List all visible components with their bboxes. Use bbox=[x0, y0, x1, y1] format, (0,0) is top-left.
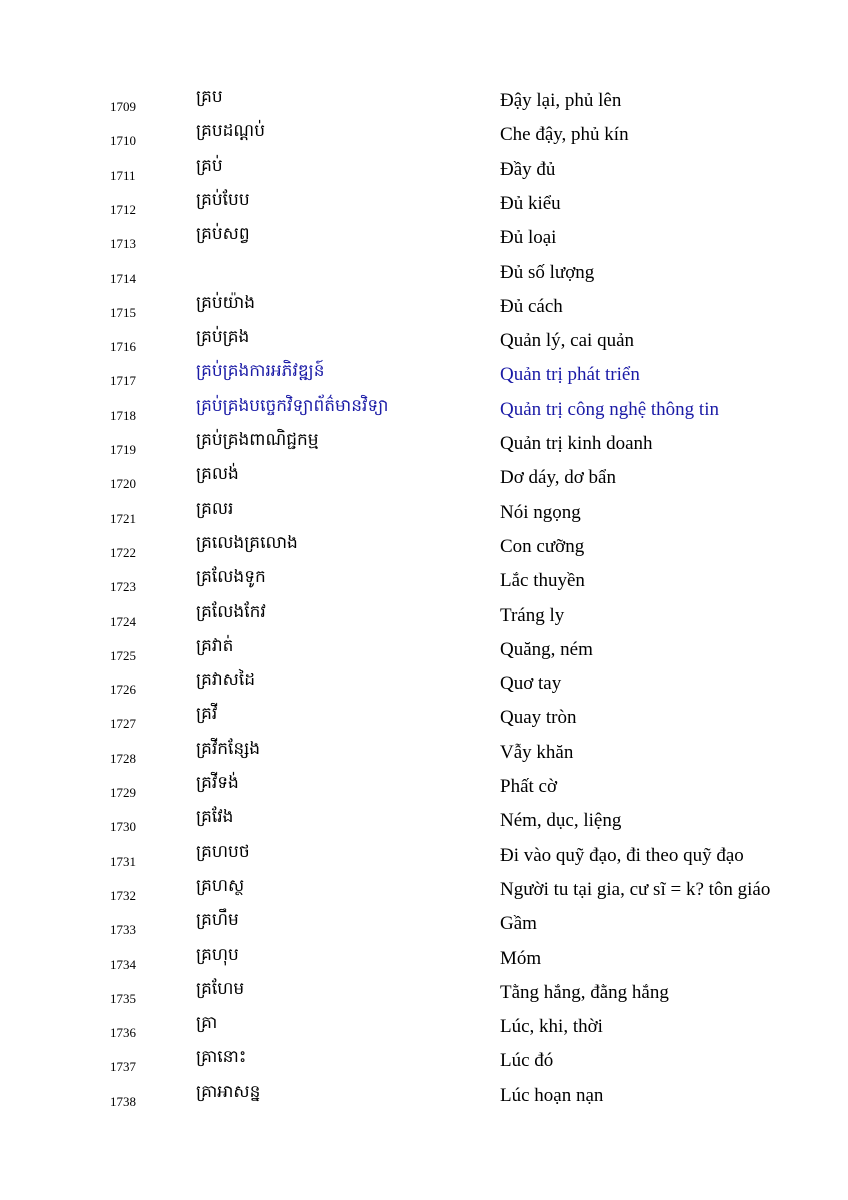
entry-number: 1716 bbox=[110, 339, 136, 355]
entry-row bbox=[0, 464, 848, 501]
entry-number: 1738 bbox=[110, 1093, 136, 1109]
entry-number: 1721 bbox=[110, 510, 136, 526]
vietnamese-meaning: Đủ loại bbox=[500, 227, 557, 249]
entry-number: 1717 bbox=[110, 373, 136, 389]
entry-row bbox=[0, 704, 848, 741]
khmer-term: គ្រហបថ bbox=[196, 841, 250, 862]
entry-row bbox=[0, 189, 848, 227]
khmer-term: គ្រវីទង់ bbox=[196, 773, 239, 793]
vietnamese-meaning: Tráng ly bbox=[500, 604, 565, 626]
entry-row bbox=[0, 498, 848, 536]
vietnamese-meaning: Người tu tại gia, cư sĩ = k? tôn giáo bbox=[500, 878, 771, 900]
entry-row bbox=[0, 1081, 848, 1119]
entry-row bbox=[0, 670, 848, 707]
khmer-term: គ្រលរ bbox=[196, 498, 234, 519]
entry-number: 1714 bbox=[110, 270, 136, 286]
entry-row bbox=[0, 292, 848, 330]
khmer-term: គ្រា bbox=[196, 1013, 218, 1034]
vietnamese-meaning: Lắc thuyền bbox=[500, 570, 585, 592]
vietnamese-meaning: Gầm bbox=[500, 913, 537, 935]
khmer-term: គ្រប bbox=[196, 87, 223, 107]
entry-row bbox=[0, 87, 848, 124]
entry-row bbox=[0, 262, 848, 296]
entry-row bbox=[0, 327, 848, 364]
vietnamese-meaning: Đầy đủ bbox=[500, 158, 556, 180]
khmer-term: គ្រប់បែប bbox=[196, 189, 250, 210]
vietnamese-meaning: Quản trị công nghệ thông tin bbox=[500, 398, 719, 420]
entry-number: 1736 bbox=[110, 1025, 136, 1041]
khmer-term: គ្រលែងកែវ bbox=[196, 601, 266, 622]
vietnamese-meaning: Quản trị kinh doanh bbox=[500, 433, 653, 454]
khmer-term: គ្រប់យ៉ាង bbox=[196, 292, 256, 313]
vietnamese-meaning: Nói ngọng bbox=[500, 501, 581, 523]
entry-row bbox=[0, 944, 848, 982]
khmer-term: គ្រប់គ្រងពាណិជ្ជកម្ម bbox=[196, 430, 319, 450]
entry-number: 1724 bbox=[110, 613, 136, 629]
entry-number: 1713 bbox=[110, 236, 136, 252]
vietnamese-meaning: Vẫy khăn bbox=[500, 741, 574, 763]
entry-number: 1730 bbox=[110, 819, 136, 835]
entry-row bbox=[0, 567, 848, 604]
vietnamese-meaning: Lúc, khi, thời bbox=[500, 1016, 603, 1038]
khmer-term: គ្រហែម bbox=[196, 978, 245, 999]
khmer-term: គ្រលែងទូក bbox=[196, 567, 266, 588]
entry-row bbox=[0, 361, 848, 398]
entry-row bbox=[0, 532, 848, 570]
khmer-term: គ្រលេងគ្រលោង bbox=[196, 532, 298, 553]
vietnamese-meaning: Đậy lại, phủ lên bbox=[500, 90, 622, 111]
entry-number: 1723 bbox=[110, 579, 136, 595]
vietnamese-meaning: Quay tròn bbox=[500, 707, 577, 729]
vietnamese-meaning: Quăng, ném bbox=[500, 638, 593, 660]
khmer-term: គ្រវាត់ bbox=[196, 635, 234, 656]
entry-number: 1719 bbox=[110, 442, 136, 457]
vietnamese-meaning: Tằng hắng, đằng hắng bbox=[500, 981, 669, 1003]
vietnamese-meaning: Dơ dáy, dơ bẩn bbox=[500, 467, 616, 489]
entry-number: 1737 bbox=[110, 1059, 136, 1075]
entry-number: 1727 bbox=[110, 716, 136, 732]
khmer-term: គ្រប់គ្រងការអភិវឌ្ឍន៍ bbox=[196, 361, 325, 382]
khmer-term: គ្រលង់ bbox=[196, 464, 239, 485]
entry-number: 1712 bbox=[110, 201, 136, 217]
khmer-term: គ្រហស្ថ bbox=[196, 875, 245, 896]
entry-row bbox=[0, 224, 848, 261]
entry-number: 1720 bbox=[110, 476, 136, 492]
entry-number: 1729 bbox=[110, 785, 136, 800]
entry-number: 1710 bbox=[110, 133, 136, 149]
khmer-term: គ្រហុប bbox=[196, 944, 239, 965]
vietnamese-meaning: Quơ tay bbox=[500, 673, 562, 695]
entry-row bbox=[0, 1047, 848, 1084]
vietnamese-meaning: Che đậy, phủ kín bbox=[500, 124, 629, 146]
entry-row bbox=[0, 395, 848, 433]
khmer-term: គ្រវីកន្សែង bbox=[196, 738, 261, 759]
entry-number: 1733 bbox=[110, 922, 136, 938]
khmer-term: គ្រវី bbox=[196, 704, 218, 725]
khmer-term: គ្រាអាសន្ន bbox=[196, 1081, 261, 1102]
khmer-term: គ្រវាសដៃ bbox=[196, 670, 256, 691]
entry-row bbox=[0, 601, 848, 639]
entry-row bbox=[0, 773, 848, 810]
vietnamese-meaning: Móm bbox=[500, 947, 542, 969]
vietnamese-meaning: Lúc hoạn nạn bbox=[500, 1084, 604, 1106]
entry-row bbox=[0, 635, 848, 673]
entry-number: 1718 bbox=[110, 407, 136, 423]
vietnamese-meaning: Phất cờ bbox=[500, 776, 558, 797]
vietnamese-meaning: Quản trị phát triển bbox=[500, 364, 640, 386]
khmer-term: គ្រប់គ្រងបច្ចេកវិទ្យាព័ត៌មានវិទ្យា bbox=[196, 395, 389, 416]
entry-row bbox=[0, 910, 848, 947]
khmer-term: គ្រប់គ្រង bbox=[196, 327, 250, 348]
entry-row bbox=[0, 841, 848, 879]
entry-row bbox=[0, 875, 848, 913]
khmer-term: គ្រហឹម bbox=[196, 910, 239, 931]
khmer-term: គ្រប់សព្វ bbox=[196, 224, 250, 245]
khmer-term: គ្រប់ bbox=[196, 155, 223, 176]
khmer-term: គ្របដណ្ដប់ bbox=[196, 121, 265, 142]
entry-number: 1709 bbox=[110, 99, 136, 114]
entry-number: 1722 bbox=[110, 544, 136, 560]
vietnamese-meaning: Con cưỡng bbox=[500, 535, 585, 557]
vietnamese-meaning: Ném, dục, liệng bbox=[500, 810, 622, 832]
vietnamese-meaning: Quản lý, cai quản bbox=[500, 330, 635, 352]
entry-row bbox=[0, 1013, 848, 1050]
vietnamese-meaning: Đủ cách bbox=[500, 295, 563, 317]
entry-row bbox=[0, 155, 848, 193]
entry-row bbox=[0, 807, 848, 844]
entry-number: 1728 bbox=[110, 750, 136, 766]
entry-number: 1711 bbox=[110, 167, 136, 183]
entry-number: 1735 bbox=[110, 990, 136, 1006]
entry-number: 1731 bbox=[110, 853, 136, 869]
entry-number: 1715 bbox=[110, 304, 136, 320]
khmer-term: គ្រានោះ bbox=[196, 1047, 247, 1068]
entry-number: 1725 bbox=[110, 647, 136, 663]
khmer-term: គ្រវែង bbox=[196, 807, 234, 828]
entry-row bbox=[0, 738, 848, 776]
entry-row bbox=[0, 121, 848, 158]
entry-number: 1734 bbox=[110, 956, 136, 972]
vietnamese-meaning: Đi vào quỹ đạo, đi theo quỹ đạo bbox=[500, 844, 744, 866]
vietnamese-meaning: Đủ số lượng bbox=[500, 261, 595, 283]
entry-row bbox=[0, 430, 848, 467]
entry-row bbox=[0, 978, 848, 1016]
entry-number: 1726 bbox=[110, 682, 136, 698]
entry-number: 1732 bbox=[110, 887, 136, 903]
vietnamese-meaning: Lúc đó bbox=[500, 1050, 554, 1072]
vietnamese-meaning: Đủ kiểu bbox=[500, 192, 561, 214]
